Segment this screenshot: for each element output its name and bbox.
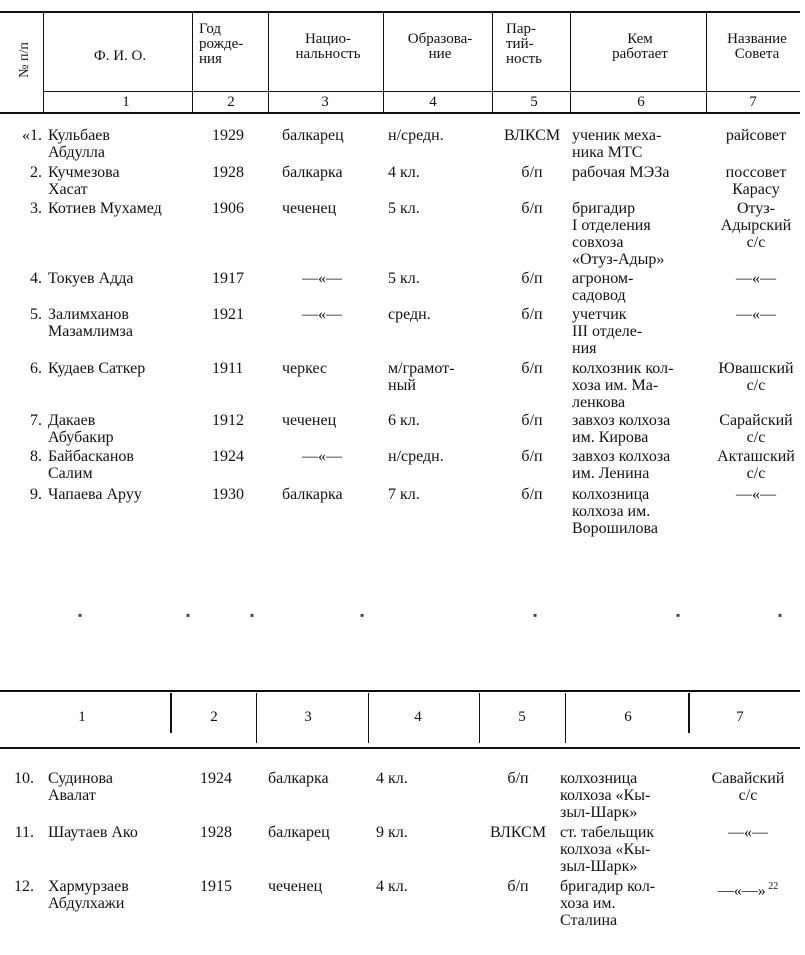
header-divider (383, 12, 384, 112)
cell-nat: чеченец (282, 412, 337, 429)
cell-no: «1. (22, 127, 42, 144)
cell-edu: н/средн. (388, 448, 444, 465)
cell-soviet: Акташский с/с (717, 448, 795, 482)
column-number: 6 (624, 709, 632, 725)
column-number: 6 (637, 94, 645, 110)
cell-edu: 4 кл. (388, 164, 420, 181)
cell-fio: Хармурзаев Абдулхажи (48, 878, 129, 912)
table2-header-bottom-rule (0, 747, 800, 749)
cell-party: б/п (521, 448, 543, 465)
cell-no: 2. (30, 164, 42, 181)
cell-party: б/п (521, 270, 543, 287)
cell-fio: Кудаев Саткер (48, 360, 146, 377)
cell-work: колхозник кол- хоза им. Ма- ленкова (572, 360, 674, 411)
cell-party: б/п (521, 360, 543, 377)
cell-year: 1911 (212, 360, 244, 377)
cell-soviet: Отуз- Адырский с/с (720, 200, 792, 251)
header-soviet: Название Совета (727, 31, 787, 62)
cell-work: ученик меха- ника МТС (572, 127, 662, 161)
table2-divider (688, 693, 690, 733)
column-number: 1 (122, 94, 130, 110)
cell-no: 11. (14, 824, 34, 841)
cell-fio: Залимханов Мазамлимза (48, 306, 133, 340)
cell-work: ст. табельщик колхоза «Кы- зыл-Шарк» (560, 824, 655, 875)
cell-fio: Чапаева Аруу (48, 486, 142, 503)
cell-no: 7. (30, 412, 42, 429)
cell-nat: балкарка (282, 164, 343, 181)
cell-fio: Кучмезова Хасат (48, 164, 120, 198)
cell-work: бригадир I отделения совхоза «Отуз-Адыр» (572, 200, 665, 268)
cell-no: 4. (30, 270, 42, 287)
header-divider (43, 12, 44, 112)
header-party: Пар- тий- ность (506, 21, 542, 67)
cell-work: завхоз колхоза им. Ленина (572, 448, 671, 482)
cell-party: б/п (507, 770, 529, 787)
cell-no: 10. (14, 770, 34, 787)
cell-no: 8. (30, 448, 42, 465)
cell-year: 1921 (212, 306, 244, 323)
cell-soviet: —«— (728, 824, 768, 841)
cell-nat: чеченец (268, 878, 323, 895)
cell-soviet: —«— (736, 270, 776, 287)
cell-party: б/п (521, 306, 543, 323)
table2-top-rule (0, 690, 800, 692)
cell-year: 1915 (200, 878, 232, 895)
cell-fio: Кульбаев Абдулла (48, 127, 110, 161)
header-fio: Ф. И. О. (93, 48, 147, 64)
cell-soviet: Савайский с/с (711, 770, 785, 804)
column-number: 3 (304, 709, 312, 725)
cell-soviet: поссовет Карасу (725, 164, 787, 198)
header-work: Кем работает (612, 31, 668, 62)
cell-no: 3. (30, 200, 42, 217)
cell-year: 1929 (212, 127, 244, 144)
cell-fio: Байбасканов Салим (48, 448, 134, 482)
cell-year: 1917 (212, 270, 244, 287)
column-number: 2 (210, 709, 218, 725)
table-top-rule (0, 11, 800, 13)
cell-soviet: —«—» $^{22}$ (717, 881, 779, 900)
column-number: 7 (736, 709, 744, 725)
cell-no: 6. (30, 360, 42, 377)
header-number: № п/п (17, 42, 32, 78)
cell-edu: 5 кл. (388, 200, 420, 217)
cell-edu: 9 кл. (376, 824, 408, 841)
cell-work: колхозница колхоза «Кы- зыл-Шарк» (560, 770, 651, 821)
cell-edu: м/грамот- ный (388, 360, 455, 394)
cell-fio: Котиев Мухамед (48, 200, 162, 217)
table2-divider (368, 693, 369, 743)
table2-divider (479, 693, 480, 743)
cell-edu: 5 кл. (388, 270, 420, 287)
cell-work: завхоз колхоза им. Кирова (572, 412, 671, 446)
cell-soviet: Ювашский с/с (718, 360, 794, 394)
cell-year: 1928 (212, 164, 244, 181)
cell-work: рабочая МЭЗа (572, 164, 670, 181)
header-education: Образова- ние (407, 31, 473, 62)
cell-nat: балкарец (282, 127, 344, 144)
cell-edu: средн. (388, 306, 431, 323)
column-number: 7 (749, 94, 757, 110)
cell-no: 9. (30, 486, 42, 503)
cell-no: 5. (30, 306, 42, 323)
column-number: 5 (530, 94, 538, 110)
column-number: 2 (227, 94, 235, 110)
cell-edu: 6 кл. (388, 412, 420, 429)
cell-year: 1906 (212, 200, 244, 217)
cell-nat: чеченец (282, 200, 337, 217)
cell-edu: 4 кл. (376, 770, 408, 787)
cell-edu: н/средн. (388, 127, 444, 144)
header-nationality: Нацио- нальность (295, 31, 361, 62)
column-number-rule (43, 91, 800, 92)
column-number: 5 (518, 709, 526, 725)
cell-year: 1924 (200, 770, 232, 787)
cell-nat: балкарка (268, 770, 329, 787)
cell-year: 1912 (212, 412, 244, 429)
cell-nat: —«— (302, 306, 342, 323)
cell-year: 1928 (200, 824, 232, 841)
cell-work: агроном- садовод (572, 270, 634, 304)
cell-work: колхозница колхоза им. Ворошилова (572, 486, 658, 537)
cell-party: б/п (521, 412, 543, 429)
column-number: 4 (414, 709, 422, 725)
cell-year: 1930 (212, 486, 244, 503)
header-divider (192, 12, 193, 112)
cell-fio: Дакаев Абубакир (48, 412, 114, 446)
header-divider (706, 12, 707, 112)
column-number: 4 (429, 94, 437, 110)
cell-nat: черкес (282, 360, 328, 377)
cell-nat: балкарка (282, 486, 343, 503)
cell-work: бригадир кол- хоза им. Сталина (560, 878, 656, 929)
cell-soviet: райсовет (725, 127, 787, 144)
cell-edu: 4 кл. (376, 878, 408, 895)
cell-soviet: —«— (736, 306, 776, 323)
cell-no: 12. (14, 878, 34, 895)
cell-party: б/п (521, 164, 543, 181)
cell-party: б/п (521, 486, 543, 503)
table2-divider (565, 693, 566, 743)
cell-nat: —«— (302, 448, 342, 465)
cell-party: ВЛКСМ (503, 127, 561, 144)
cell-work: учетчик III отделе- ния (572, 306, 643, 357)
cell-nat: балкарец (268, 824, 330, 841)
table2-divider (170, 693, 172, 733)
header-divider (492, 12, 493, 112)
footnote-marker: 22 (765, 881, 779, 892)
cell-nat: —«— (302, 270, 342, 287)
column-number: 3 (321, 94, 329, 110)
cell-soviet: —«— (736, 486, 776, 503)
cell-party: б/п (507, 878, 529, 895)
cell-soviet: Сарайский с/с (719, 412, 793, 446)
cell-year: 1924 (212, 448, 244, 465)
cell-fio: Шаутаев Ако (48, 824, 138, 841)
header-year: Год рожде- ния (199, 21, 244, 67)
table2-divider (256, 693, 257, 743)
cell-party: ВЛКСМ (489, 824, 547, 841)
scan-marks: ▪ ▪ ▪ ▪ ▪ ▪ ▪ (78, 608, 783, 622)
column-number: 1 (78, 709, 86, 725)
cell-party: б/п (521, 200, 543, 217)
header-divider (570, 12, 571, 112)
header-bottom-rule (0, 112, 800, 114)
cell-fio: Судинова Авалат (48, 770, 113, 804)
cell-edu: 7 кл. (388, 486, 420, 503)
cell-fio: Токуев Адда (48, 270, 134, 287)
